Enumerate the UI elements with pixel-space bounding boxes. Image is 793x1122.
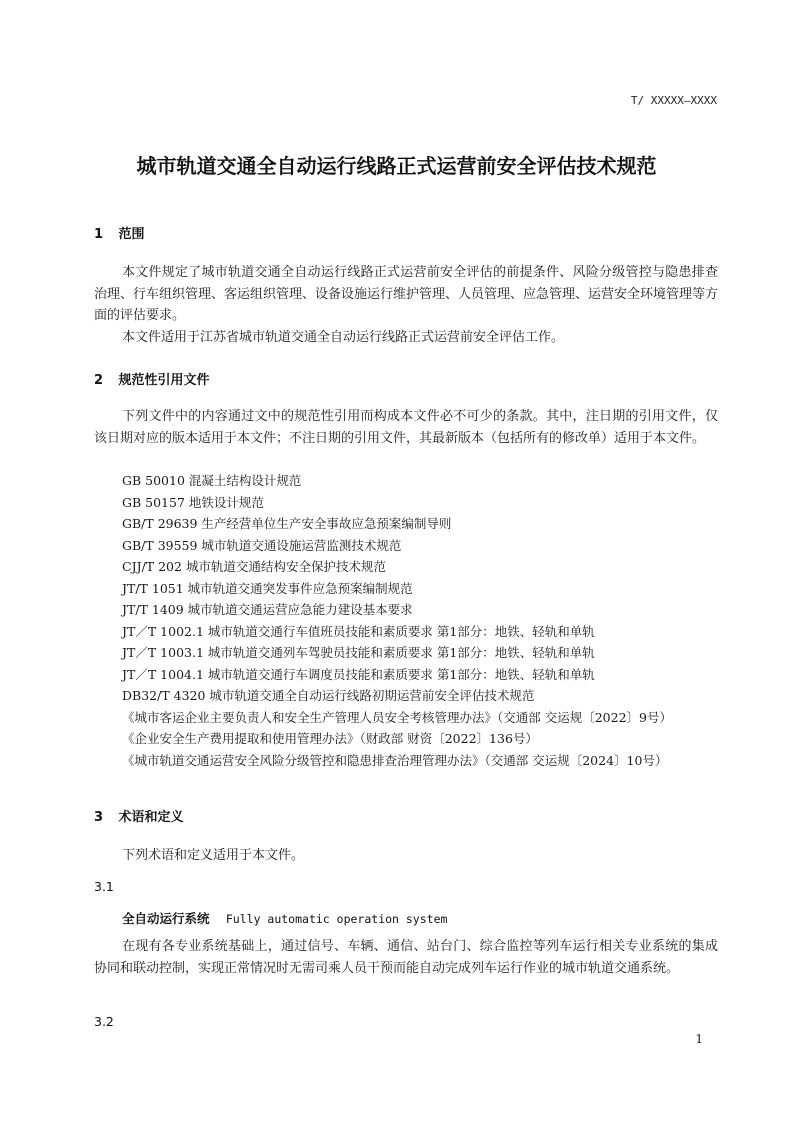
section-1-body [94,262,718,348]
section-number: 3 [94,810,104,825]
reference-item: GB/T 39559 城市轨道交通设施运营监测技术规范 [122,537,402,553]
section-2-heading [94,369,210,388]
term-chinese: 全自动运行系统 [122,911,210,926]
reference-item: CJJ/T 202 城市轨道交通结构安全保护技术规范 [122,559,386,574]
reference-item: JT／T 1004.1 城市轨道交通行车调度员技能和素质要求 第1部分：地铁、轻轨和单轨 [122,666,595,682]
reference-item: GB 50010 混凝土结构设计规范 [122,473,302,488]
section-1-heading [94,223,145,242]
reference-item: 《企业安全生产费用提取和使用管理办法》（财政部 财资〔2022〕136号） [122,731,538,746]
reference-item: GB 50157 地铁设计规范 [122,494,264,510]
term-number: 3.1 [94,879,114,894]
section-number: 2 [94,373,104,388]
paragraph: 本文件规定了城市轨道交通全自动运行线路正式运营前安全评估的前提条件、风险分级管控与隐患排查治理、行车组织管理、客运组织管理、设备设施运行维护管理、人员管理、应急管理、运营安全环境管理等方面的评估要求。 [94,265,719,323]
document-code: T/ XXXXX—XXXX [630,94,717,107]
paragraph: 下列术语和定义适用于本文件。 [122,848,305,863]
reference-item: DB32/T 4320 城市轨道交通全自动运行线路初期运营前安全评估技术规范 [122,688,535,703]
section-3-heading [94,806,184,825]
section-number: 1 [94,227,104,242]
term-heading [122,909,447,927]
reference-item: JT／T 1003.1 城市轨道交通列车驾驶员技能和素质要求 第1部分：地铁、轻轨和单轨 [122,645,595,660]
page-title: 城市轨道交通全自动运行线路正式运营前安全评估技术规范 [136,154,657,178]
reference-list [94,470,718,771]
section-title: 范围 [118,227,145,242]
reference-item: 《城市客运企业主要负责人和安全生产管理人员安全考核管理办法》（交通部 交运规〔2022〕9号） [122,709,672,725]
page-number: 1 [695,1032,703,1046]
reference-item: JT/T 1051 城市轨道交通突发事件应急预案编制规范 [122,580,413,596]
term-definition [94,936,718,979]
section-title: 术语和定义 [118,810,184,825]
reference-item: JT/T 1409 城市轨道交通运营应急能力建设基本要求 [122,602,413,617]
reference-item: JT／T 1002.1 城市轨道交通行车值班员技能和素质要求 第1部分：地铁、轻轨和单轨 [122,623,595,639]
section-title: 规范性引用文件 [118,373,210,388]
reference-item: 《城市轨道交通运营安全风险分级管控和隐患排查治理管理办法》（交通部 交运规〔2024〕10号） [122,752,668,768]
section-2-intro [94,406,718,449]
term-number: 3.2 [94,1014,114,1029]
term-english: Fully automatic operation system [225,912,448,926]
paragraph: 下列文件中的内容通过文中的规范性引用而构成本文件必不可少的条款。其中，注日期的引用文件，仅该日期对应的版本适用于本文件；不注日期的引用文件，其最新版本（包括所有的修改单）适用于本文件。 [94,409,718,446]
section-3-intro [94,845,718,867]
paragraph: 本文件适用于江苏省城市轨道交通全自动运行线路正式运营前安全评估工作。 [122,329,565,345]
paragraph: 在现有各专业系统基础上，通过信号、车辆、通信、站台门、综合监控等列车运行相关专业系统的集成协同和联动控制，实现正常情况时无需司乘人员干预而能自动完成列车运行作业的城市轨道交通系统。 [94,939,718,976]
reference-item: GB/T 29639 生产经营单位生产安全事故应急预案编制导则 [122,516,452,531]
